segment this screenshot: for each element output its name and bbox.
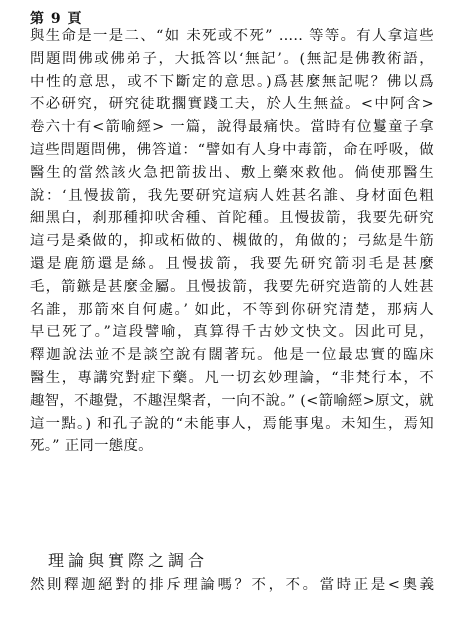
section-heading: 理論與實際之調合 [48, 551, 209, 570]
body-line: 名誰，那箭來自何處。’ 如此，不等到你研究清楚，那病人 [30, 301, 434, 318]
body-line: 中性的意思，或不下斷定的意思。)爲甚麼無記呢？佛以爲 [30, 73, 434, 90]
body-line: 這弓是桑做的，抑或柘做的、槻做的，角做的；弓紘是牛筋 [30, 233, 434, 250]
page-number: 第 9 頁 [30, 11, 83, 27]
body-line: 說：‘且慢拔箭，我先要研究這病人姓甚名誰、身材面色粗 [30, 187, 434, 204]
body-line: 還是鹿筋還是絲。且慢拔箭，我要先研究箭羽毛是甚麼 [30, 255, 434, 272]
body-line: 問題問佛或佛弟子，大抵答以‘無記’。(無記是佛教術語， [30, 50, 434, 67]
body-line: 釋迦說法並不是談空說有闊著玩。他是一位最忠實的臨床 [30, 347, 434, 364]
body-line: 與生命是一是二、“如 未死或不死” ….. 等等。有人拿這些 [30, 28, 434, 44]
body-line: 趣智，不趣覺，不趣涅槃者，一向不說。” (<箭喻經>原文，就 [30, 392, 434, 409]
body-paragraph [30, 25, 434, 458]
body-line: 不必研究，研究徒耽擱實踐工夫，於人生無益。<中阿含> [30, 96, 434, 113]
body-line: 卷六十有<箭喻經> 一篇，說得最痛快。當時有位鬘童子拿 [30, 119, 434, 136]
body-line: 細黑白，刹那種抑吠舍種、首陀種。且慢拔箭，我要先研究 [30, 210, 434, 227]
body-line: 醫生的當然該火急把箭拔出、敷上藥來救他。倘使那醫生 [30, 164, 434, 181]
body-line: 醫生，專講究對症下藥。凡一切玄妙理論，“非梵行本，不 [30, 369, 434, 386]
body-line: 早已死了。”這段譬喻，真算得千古妙文快文。因此可見， [30, 324, 434, 341]
body-line: 這一點。) 和孔子說的“未能事人，焉能事鬼。未知生，焉知 [30, 415, 434, 432]
body-line: 毛，箭鏃是甚麼金屬。且慢拔箭，我要先研究造箭的人姓甚 [30, 278, 434, 295]
body-line: 然則釋迦絕對的排斥理論嗎？不，不。當時正是<奧義 [30, 577, 434, 593]
body-line: 死。” 正同一態度。 [30, 438, 153, 455]
body-line: 這些問題問佛，佛答道：“譬如有人身中毒箭，命在呼吸，做 [30, 141, 434, 158]
